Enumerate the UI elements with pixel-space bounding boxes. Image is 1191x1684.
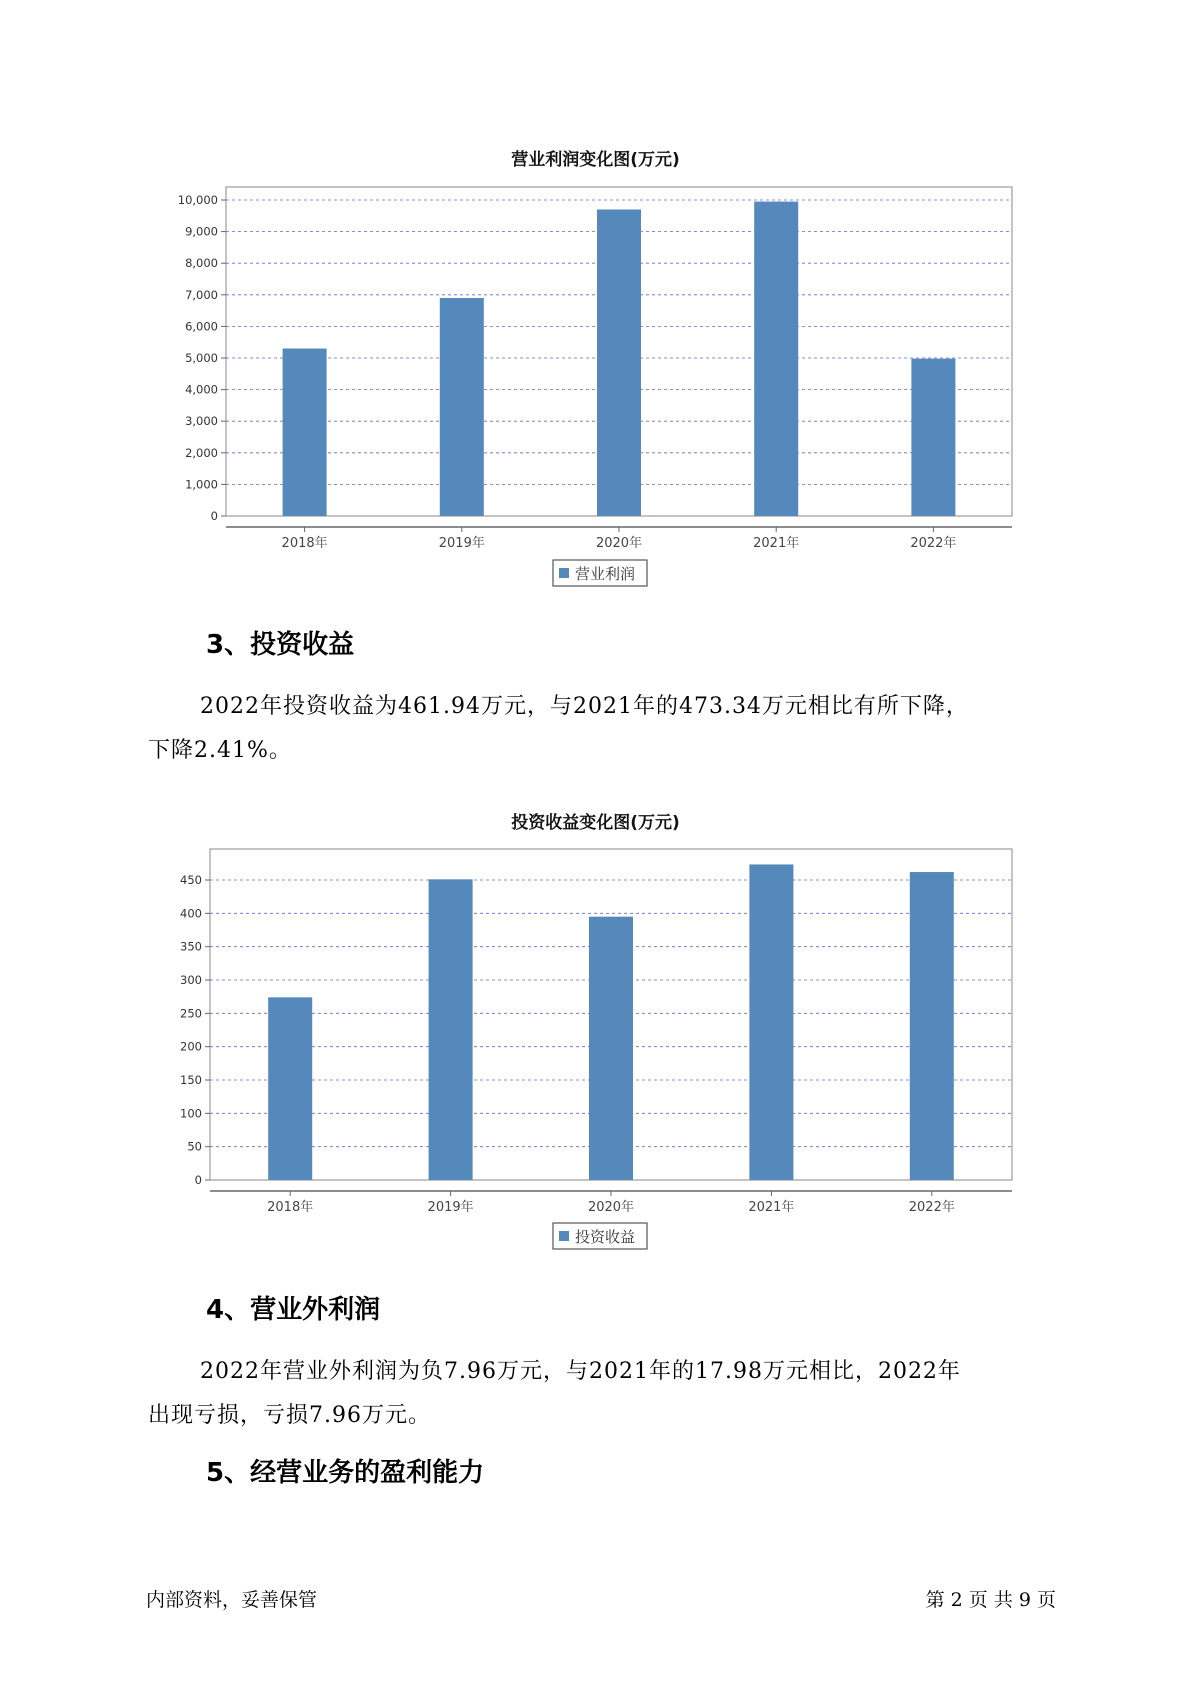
legend-label: 营业利润 xyxy=(575,565,636,583)
chart2-title: 投资收益变化图(万元) xyxy=(511,813,680,833)
legend-label: 投资收益 xyxy=(575,1228,636,1246)
chart1-title: 营业利润变化图(万元) xyxy=(511,150,680,170)
section3-line1: 2022年投资收益为461.94万元，与2021年的473.34万元相比有所下降， xyxy=(200,694,969,719)
x-tick-label: 2021年 xyxy=(753,536,800,551)
y-tick-label: 100 xyxy=(180,1106,202,1121)
section3-line2: 下降2.41%。 xyxy=(148,738,292,763)
bar xyxy=(429,879,473,1180)
section4-paragraph xyxy=(148,1350,1068,1438)
x-tick-label: 2019年 xyxy=(438,536,485,551)
y-tick-label: 300 xyxy=(180,973,202,987)
y-tick-label: 200 xyxy=(180,1039,202,1054)
y-tick-label: 1,000 xyxy=(185,477,218,492)
y-tick-label: 50 xyxy=(187,1139,202,1154)
section4-line2: 出现亏损，亏损7.96万元。 xyxy=(148,1403,431,1428)
y-tick-label: 0 xyxy=(210,509,218,523)
y-tick-label: 9,000 xyxy=(185,224,218,239)
bar xyxy=(589,917,633,1180)
y-tick-label: 450 xyxy=(180,873,202,887)
x-tick-label: 2020年 xyxy=(587,1200,635,1215)
y-tick-label: 3,000 xyxy=(185,414,218,429)
x-tick-label: 2018年 xyxy=(267,1200,314,1215)
bar xyxy=(910,872,954,1180)
x-tick-label: 2022年 xyxy=(908,1200,955,1215)
x-tick-label: 2022年 xyxy=(910,536,957,551)
y-tick-label: 8,000 xyxy=(185,256,218,271)
y-tick-label: 7,000 xyxy=(185,287,218,302)
y-tick-label: 400 xyxy=(180,906,202,921)
y-tick-label: 5,000 xyxy=(185,351,218,365)
x-tick-label: 2019年 xyxy=(427,1200,474,1215)
y-tick-label: 150 xyxy=(180,1073,202,1087)
footer-confidential: 内部资料，妥善保管 xyxy=(146,1589,318,1611)
x-tick-label: 2021年 xyxy=(748,1200,795,1215)
section3-heading: 3、投资收益 xyxy=(206,630,355,660)
x-tick-label: 2020年 xyxy=(595,536,643,551)
section5-heading: 5、经营业务的盈利能力 xyxy=(206,1458,485,1488)
y-tick-label: 350 xyxy=(180,939,202,954)
section4-line1: 2022年营业外利润为负7.96万元，与2021年的17.98万元相比，2022年 xyxy=(200,1359,961,1384)
bar xyxy=(268,997,312,1180)
legend-swatch xyxy=(559,1231,569,1241)
y-tick-label: 10,000 xyxy=(177,193,218,207)
y-tick-label: 4,000 xyxy=(185,382,218,397)
y-tick-label: 0 xyxy=(194,1173,202,1187)
section4-heading: 4、营业外利润 xyxy=(206,1295,381,1325)
footer-page-number: 第 2 页 共 9 页 xyxy=(925,1589,1056,1611)
y-tick-label: 2,000 xyxy=(185,445,218,460)
y-tick-label: 6,000 xyxy=(185,319,218,334)
x-tick-label: 2018年 xyxy=(281,536,328,551)
y-tick-label: 250 xyxy=(180,1006,202,1021)
bar xyxy=(749,864,793,1180)
